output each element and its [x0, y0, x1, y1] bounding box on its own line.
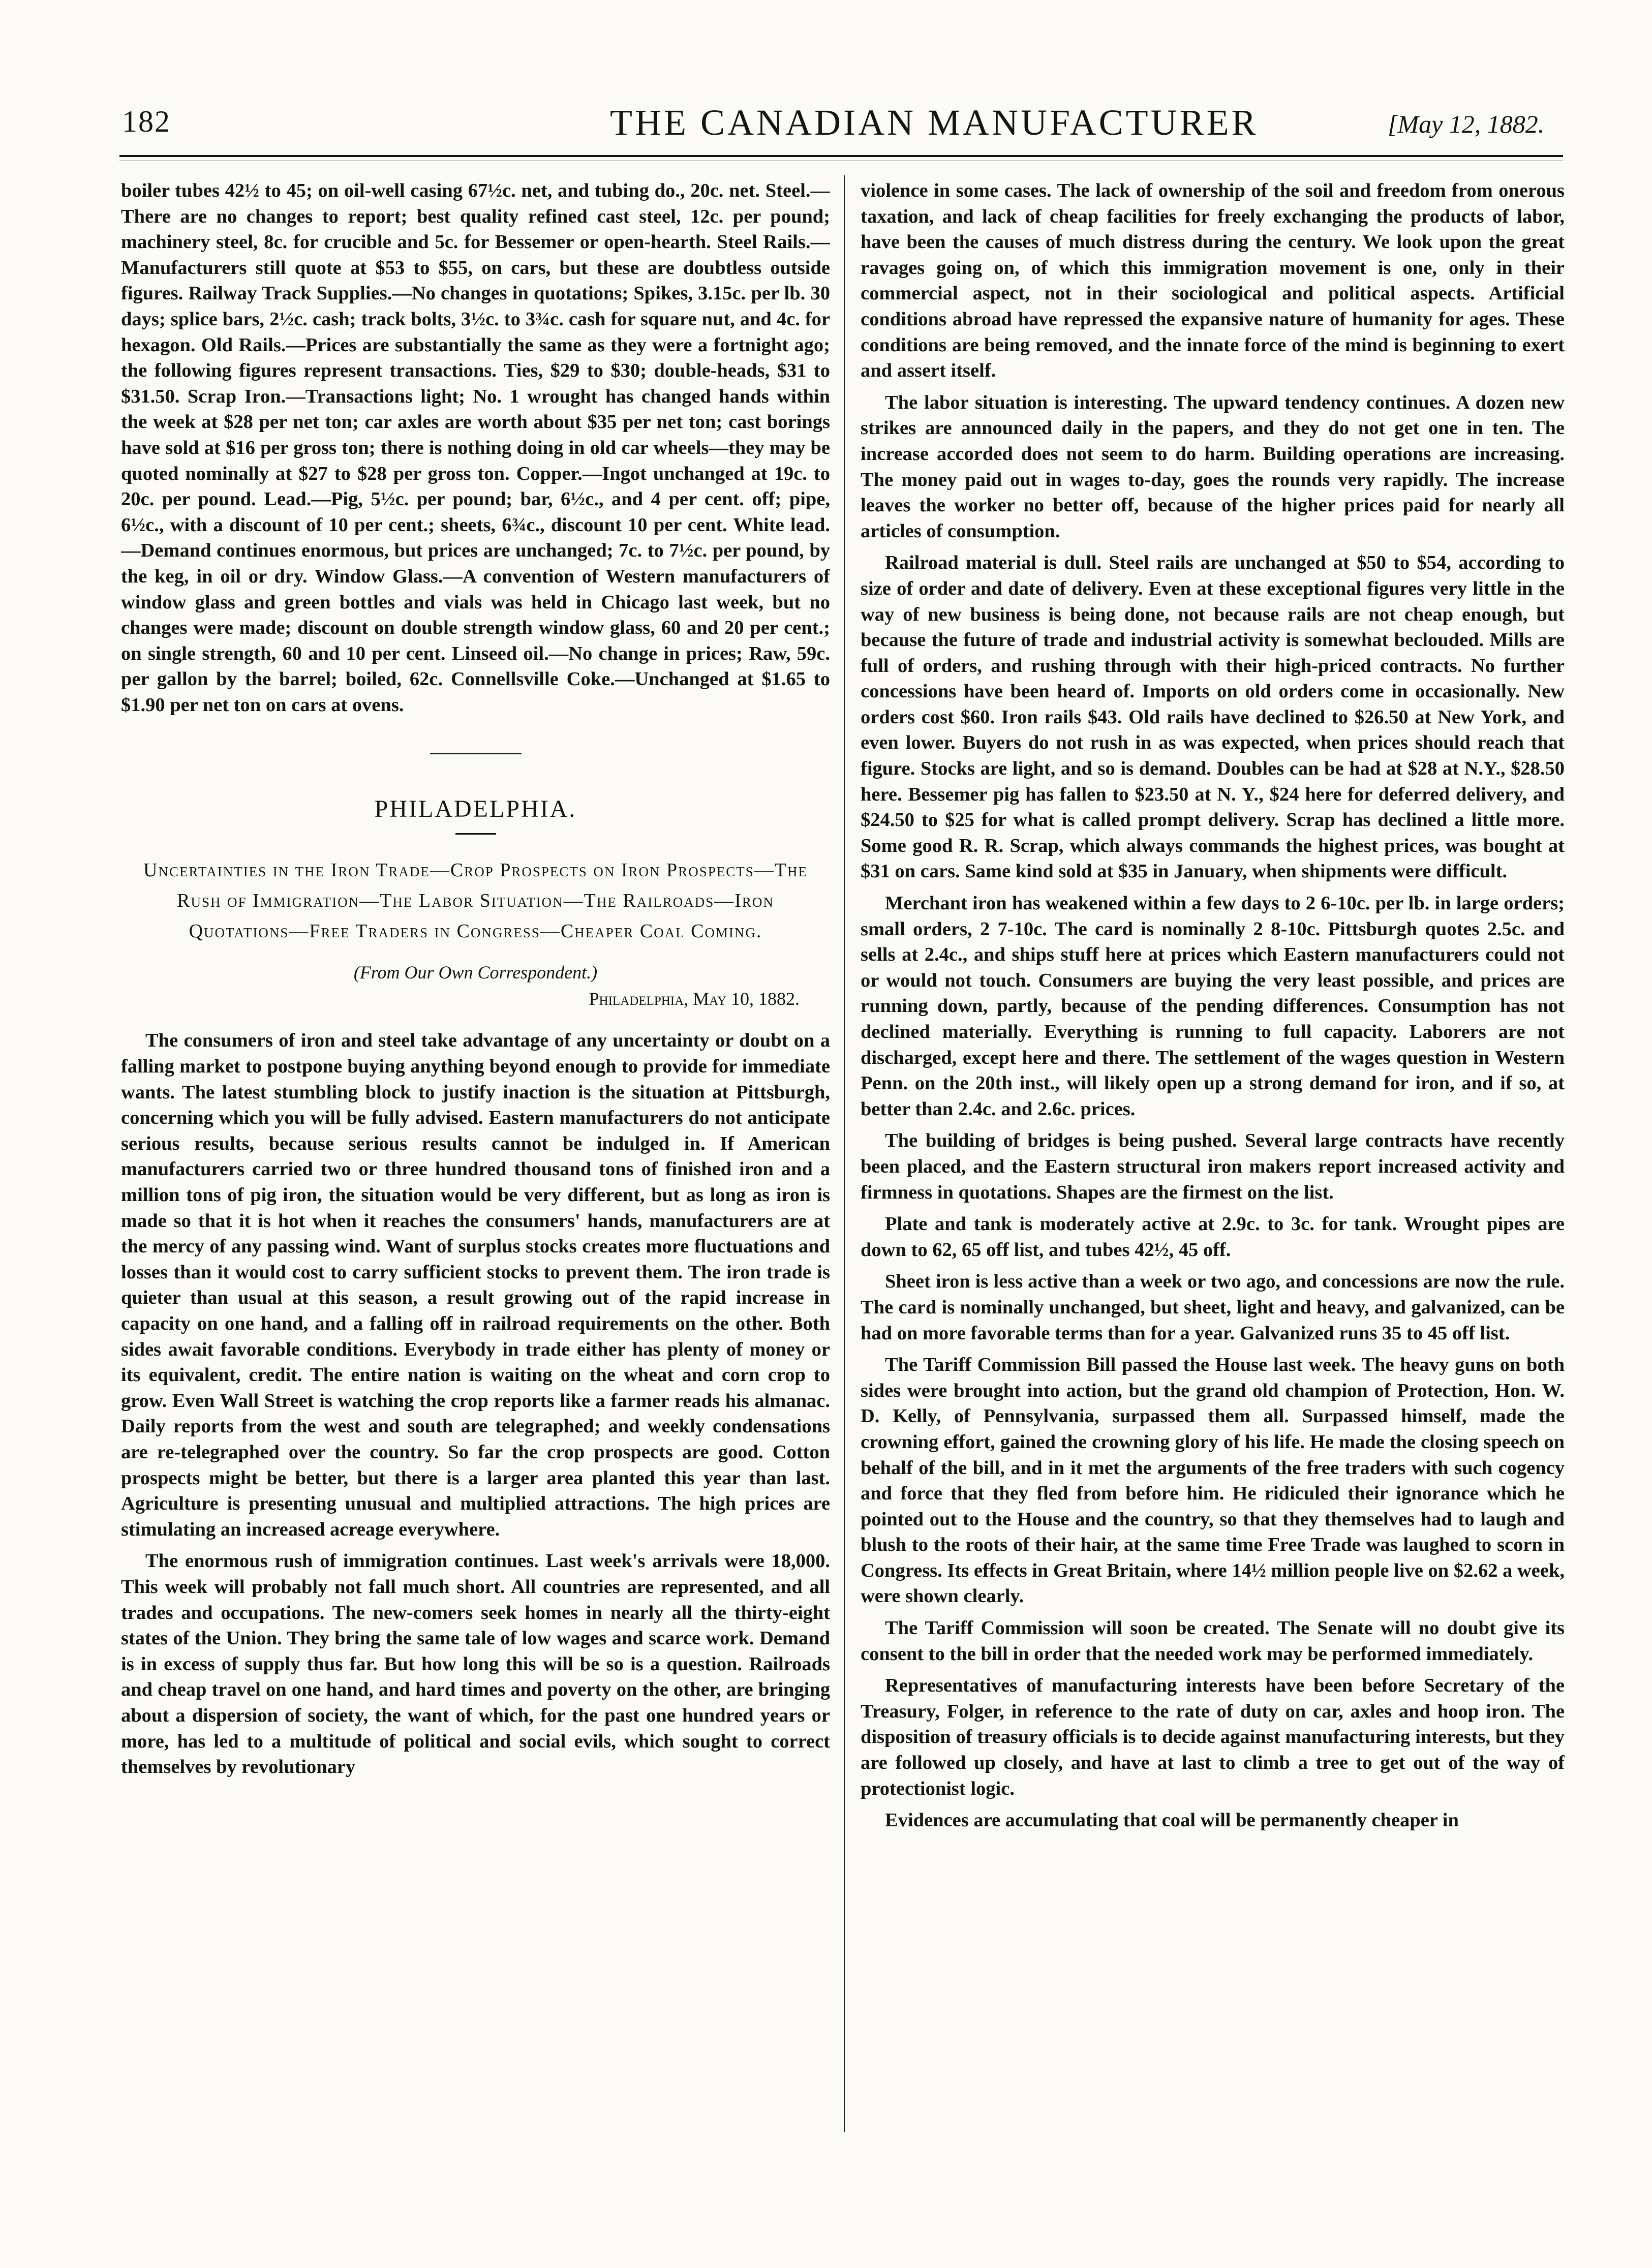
- title-rule: [455, 833, 496, 835]
- market-report-continuation: boiler tubes 42½ to 45; on oil-well casing 67½c. net, and tubing do., 20c. net. Steel.—There are no changes to report; best quality refined cast steel, 12c. per pound; machinery steel, 8c. for crucible and 5c. for Bessemer or open-hearth. Steel Rails.—Manufacturers still quote at $53 to $55, on cars, but these are doubtless outside figures. Railway Track Supplies.—No changes in quotations; Spikes, 3.15c. per lb. 30 days; splice bars, 2½c. cash; track bolts, 3½c. to 3¾c. cash for square nut, and 4c. for hexagon. Old Rails.—Prices are substantially the same as they were a fortnight ago; the following figures represent transactions. Ties, $29 to $30; double-heads, $31 to $31.50. Scrap Iron.—Transactions light; No. 1 wrought has changed hands within the week at $28 per net ton; car axles are worth about $35 per net ton; cast borings have sold at $16 per gross ton; there is nothing doing in old car wheels—they may be quoted nominally at $27 to $28 per gross ton. Copper.—Ingot unchanged at 19c. to 20c. per pound. Lead.—Pig, 5½c. per pound; bar, 6½c., and 4 per cent. off; pipe, 6½c., with a discount of 10 per cent.; sheets, 6¾c., discount 10 per cent. White lead.—Demand continues enormous, but prices are unchanged; 7c. to 7½c. per pound, by the keg, in oil or dry. Window Glass.—A convention of Western manufacturers of window glass and green bottles and vials was held in Chicago last week, but no changes were made; discount on double strength window glass, 60 and 20 per cent.; on single strength, 60 and 10 per cent. Linseed oil.—No change in prices; Raw, 59c. per gallon by the barrel; boiled, 62c. Connellsville Coke.—Unchanged at $1.65 to $1.90 per net ton on cars at ovens.: [121, 180, 830, 716]
- header-rule: [119, 155, 1563, 157]
- masthead-title: THE CANADIAN MANUFACTURER: [610, 102, 1259, 143]
- section-subhead: Uncertainties in the Iron Trade—Crop Prospects on Iron Prospects—The Rush of Immigration—The Labor Situation—The Railroads—Iron Quotations—Free Traders in Congress—Cheaper Coal Coming.: [143, 860, 808, 942]
- body-paragraph: The consumers of iron and steel take advantage of any uncertainty or doubt on a falling market to postpone buying anything beyond enough to provide for immediate wants. The latest stumbling block to justify inaction is the situation at Pittsburgh, concerning which you will be fully advised. Eastern manufacturers do not anticipate serious results, because serious results cannot be indulged in. If American manufacturers carried two or three hundred thousand tons of finished iron and a million tons of pig iron, the situation would be very different, but as long as iron is made so that it is hot when it reaches the consumers' hands, manufacturers are at the mercy of any passing wind. Want of surplus stocks creates more fluctuations and losses than it would cost to carry sufficient stocks to prevent them. The iron trade is quieter than usual at this season, a result growing out of the rapid increase in capacity on one hand, and a falling off in railroad requirements on the other. Both sides await favorable conditions. Everybody in trade either has plenty of money or its equivalent, credit. The entire nation is waiting on the wheat and corn crop to grow. Even Wall Street is watching the crop reports like a farmer reads his almanac. Daily reports from the west and south are telegraphed; and weekly condensations are re-telegraphed over the country. So far the crop prospects are good. Cotton prospects might be better, but there is a larger area planted this year than last. Agriculture is presenting unusual and multiplied attractions. The high prices are stimulating an increased acreage everywhere.: [121, 1030, 830, 1540]
- dateline: Philadelphia, May 10, 1882.: [589, 989, 800, 1009]
- left-column: [121, 178, 830, 2150]
- body-paragraph: Sheet iron is less active than a week or two ago, and concessions are now the rule. The card is nominally unchanged, but sheet, light and heavy, and galvanized, can be had on more favorable terms than for a year. Galvanized runs 35 to 45 off list.: [861, 1271, 1565, 1344]
- body-paragraph: The building of bridges is being pushed. Several large contracts have recently been placed, and the Eastern structural iron makers report increased activity and firmness in quotations. Shapes are the firmest on the list.: [861, 1130, 1565, 1203]
- body-paragraph: violence in some cases. The lack of ownership of the soil and freedom from onerous taxation, and lack of cheap facilities for freely exchanging the products of labor, have been the causes of much distress during the century. We look upon the great ravages going on, of which this immigration movement is one, only in their commercial aspect, not in their sociological and political aspects. Artificial conditions abroad have repressed the expansive nature of humanity for ages. These conditions are being removed, and the innate force of the mind is beginning to exert and assert itself.: [861, 180, 1565, 382]
- section-title: PHILADELPHIA.: [374, 795, 577, 823]
- body-paragraph: Railroad material is dull. Steel rails are unchanged at $50 to $54, according to size of order and date of delivery. Even at these exceptional figures very little in the way of new business is being done, not because rails are not cheap enough, but because the future of trade and industrial activity is somewhat beclouded. Mills are full of orders, and rushing through with their high-priced contracts. No further concessions have been heard of. Imports on old orders come in occasionally. New orders cost $60. Iron rails $43. Old rails have declined to $26.50 at New York, and even lower. Buyers do not rush in as was expected, when prices should reach that figure. Stocks are light, and so is demand. Doubles can be had at $28 at N.Y., $28.50 here. Bessemer pig has fallen to $23.50 at N. Y., $24 here for deferred delivery, and $24.50 to $25 for what is called prompt delivery. Scrap has declined a little more. Some good R. R. Scrap, which always commands the highest prices, was bought at $31 on cars. Same kind sold at $35 in January, when shipments were difficult.: [861, 552, 1565, 882]
- body-paragraph: Evidences are accumulating that coal will be permanently cheaper in: [885, 1810, 1459, 1831]
- body-paragraph: The Tariff Commission Bill passed the House last week. The heavy guns on both sides were brought into action, but the grand old champion of Protection, Hon. W. D. Kelly, of Pennsylvania, surpassed them all. Surpassed himself, made the crowning effort, gained the crowning glory of his life. He made the closing speech on behalf of the bill, and in it met the arguments of the free traders with such cogency and force that they fled from before him. He ridiculed their ignorance which he pointed out to the House and the country, so that they themselves had to laugh and blush to the roots of their hair, at the same time Free Trade was laughed to scorn in Congress. Its effects in Great Britain, where 14½ million people live on $2.62 a week, were shown clearly.: [861, 1354, 1565, 1607]
- right-column: [861, 178, 1565, 2150]
- byline: (From Our Own Correspondent.): [353, 962, 598, 983]
- body-paragraph: The Tariff Commission will soon be created. The Senate will no doubt give its consent to the bill in order that the needed work may be performed immediately.: [861, 1617, 1565, 1665]
- issue-date: [May 12, 1882.: [1388, 110, 1545, 138]
- body-paragraph: The enormous rush of immigration continues. Last week's arrivals were 18,000. This week will probably not fall much short. All countries are represented, and all trades and occupations. The new-comers seek homes in nearly all the thirty-eight states of the Union. They bring the same tale of low wages and scarce work. Demand is in excess of supply thus far. But how long this will be so is a question. Railroads and cheap travel on one hand, and hard times and poverty on the other, are bringing about a dispersion of society, the want of which, for the past one hundred years or more, has led to a multitude of political and social evils, which sought to correct themselves by revolutionary: [121, 1550, 830, 1778]
- column-divider: [844, 175, 845, 2132]
- body-paragraph: Plate and tank is moderately active at 2.9c. to 3c. for tank. Wrought pipes are down to 62, 65 off list, and tubes 42½, 45 off.: [861, 1213, 1565, 1261]
- page-number: 182: [122, 105, 171, 138]
- section-divider: [430, 753, 522, 754]
- body-paragraph: The labor situation is interesting. The upward tendency continues. A dozen new strikes are announced daily in the papers, and they do not get one in ten. The increase accorded does not seem to do harm. Building operations are increasing. The money paid out in wages to-day, goes the rounds very rapidly. The increase leaves the worker no better off, because of the higher prices paid for nearly all articles of consumption.: [861, 391, 1565, 542]
- body-paragraph: Merchant iron has weakened within a few days to 2 6-10c. per lb. in large orders; small orders, 2 7-10c. The card is nominally 2 8-10c. Pittsburgh quotes 2.5c. and sells at 2.4c., and ships stuff here at prices which Eastern manufacturers could not or would not touch. Consumers are buying the very least possible, and prices are running down, partly, because of the pending differences. Consumption has not declined materially. Everything is running to full capacity. Laborers are not discharged, except here and there. The settlement of the wages question in Western Penn. on the 20th inst., will likely open up a strong demand for iron, and if so, at better than 2.4c. and 2.6c. prices.: [861, 893, 1565, 1120]
- body-paragraph: Representatives of manufacturing interests have been before Secretary of the Treasury, Folger, in reference to the rate of duty on car, axles and hoop iron. The disposition of treasury officials is to decide against manufacturing interests, but they are followed up closely, and have at last to climb a tree to get out of the way of protectionist logic.: [861, 1675, 1565, 1799]
